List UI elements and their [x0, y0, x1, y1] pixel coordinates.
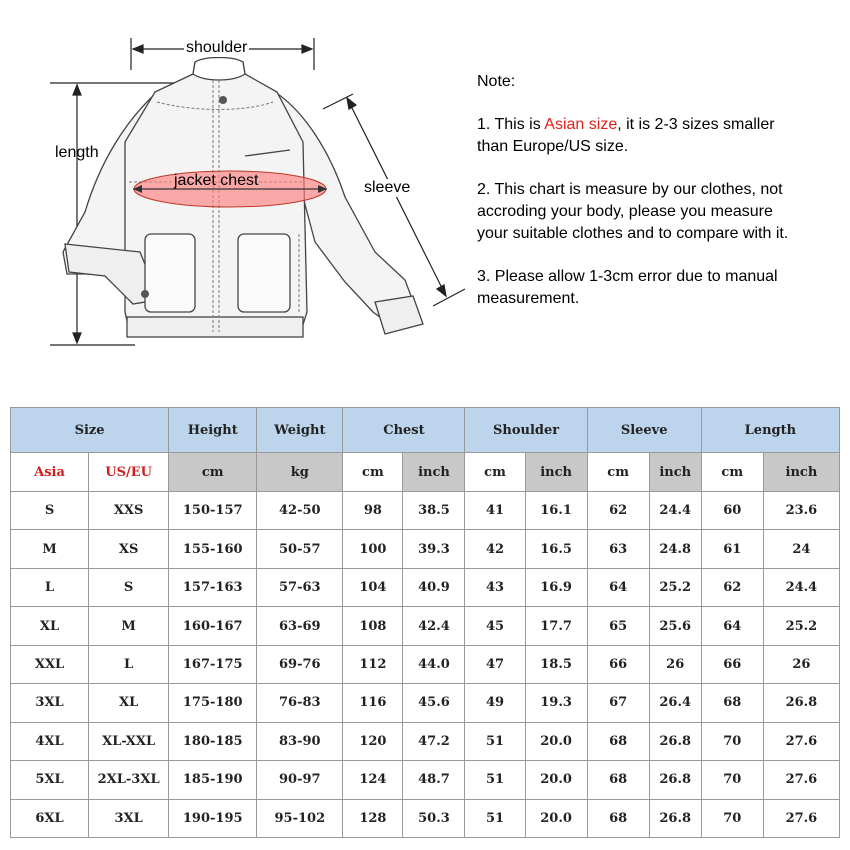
table-cell: 26.4 — [649, 684, 701, 722]
table-cell: 24 — [763, 530, 839, 568]
table-cell: 42-50 — [257, 492, 343, 530]
table-cell: 26.8 — [649, 761, 701, 799]
table-cell: 24.8 — [649, 530, 701, 568]
table-cell: 60 — [701, 492, 763, 530]
table-cell: 62 — [587, 492, 649, 530]
table-cell: 57-63 — [257, 568, 343, 606]
table-cell: XS — [89, 530, 169, 568]
table-row — [11, 684, 840, 722]
table-header-row — [11, 408, 840, 453]
sleeve-arrow-top — [347, 98, 356, 109]
table-cell: XXS — [89, 492, 169, 530]
header-useu: US/EU — [89, 453, 169, 492]
table-cell: 45 — [465, 607, 525, 645]
table-cell: 50.3 — [403, 799, 465, 838]
table-cell: 48.7 — [403, 761, 465, 799]
table-row — [11, 530, 840, 568]
chest-label: jacket chest — [174, 172, 259, 189]
size-notes — [477, 71, 797, 331]
table-cell: 39.3 — [403, 530, 465, 568]
table-cell: 83-90 — [257, 722, 343, 760]
table-cell: 20.0 — [525, 799, 587, 838]
right-cuff — [375, 296, 423, 334]
table-cell: 26 — [649, 645, 701, 683]
table-row — [11, 799, 840, 838]
header-size: Size — [11, 408, 169, 453]
table-cell: 27.6 — [763, 799, 839, 838]
length-label: length — [55, 144, 99, 161]
table-cell: 19.3 — [525, 684, 587, 722]
unit-shoulder-cm: cm — [465, 453, 525, 492]
table-cell: L — [11, 568, 89, 606]
right-pocket — [238, 234, 290, 312]
table-cell: 49 — [465, 684, 525, 722]
table-cell: 69-76 — [257, 645, 343, 683]
table-cell: 167-175 — [169, 645, 257, 683]
table-cell: 124 — [343, 761, 403, 799]
table-cell: 26.8 — [649, 799, 701, 838]
table-cell: 100 — [343, 530, 403, 568]
table-cell: 68 — [701, 684, 763, 722]
size-chart-table — [10, 407, 840, 838]
table-cell: 76-83 — [257, 684, 343, 722]
unit-sleeve-inch: inch — [649, 453, 701, 492]
table-cell: 47.2 — [403, 722, 465, 760]
table-cell: 185-190 — [169, 761, 257, 799]
table-cell: L — [89, 645, 169, 683]
notes-title: Note: — [477, 73, 516, 90]
table-cell: 61 — [701, 530, 763, 568]
table-cell: 120 — [343, 722, 403, 760]
table-cell: 40.9 — [403, 568, 465, 606]
table-cell: XL — [89, 684, 169, 722]
table-cell: 24.4 — [649, 492, 701, 530]
unit-weight: kg — [257, 453, 343, 492]
table-cell: 90-97 — [257, 761, 343, 799]
unit-length-cm: cm — [701, 453, 763, 492]
table-row — [11, 761, 840, 799]
table-cell: 27.6 — [763, 722, 839, 760]
table-row — [11, 645, 840, 683]
unit-length-inch: inch — [763, 453, 839, 492]
table-cell: 67 — [587, 684, 649, 722]
cuff-button — [141, 290, 149, 298]
collar — [193, 58, 245, 81]
table-cell: 45.6 — [403, 684, 465, 722]
shoulder-arrow-left — [133, 45, 143, 53]
table-cell: 190-195 — [169, 799, 257, 838]
table-cell: XXL — [11, 645, 89, 683]
asian-size-highlight: Asian size — [544, 116, 618, 133]
table-cell: XL-XXL — [89, 722, 169, 760]
note-item-2: 2. This chart is measure by our clothes, not accroding your body, please you measure your suitable clothes and to compare with it. — [477, 181, 789, 242]
table-cell: XL — [11, 607, 89, 645]
table-cell: 104 — [343, 568, 403, 606]
table-cell: 68 — [587, 799, 649, 838]
jacket-diagram — [45, 12, 475, 400]
table-cell: 27.6 — [763, 761, 839, 799]
table-row — [11, 492, 840, 530]
table-cell: 44.0 — [403, 645, 465, 683]
table-cell: 175-180 — [169, 684, 257, 722]
table-cell: 17.7 — [525, 607, 587, 645]
table-cell: 51 — [465, 799, 525, 838]
table-cell: 16.9 — [525, 568, 587, 606]
table-cell: 23.6 — [763, 492, 839, 530]
table-cell: 128 — [343, 799, 403, 838]
table-cell: 25.2 — [649, 568, 701, 606]
table-cell: 4XL — [11, 722, 89, 760]
shoulder-arrow-right — [302, 45, 312, 53]
table-cell: 20.0 — [525, 722, 587, 760]
table-cell: 26 — [763, 645, 839, 683]
table-cell: 26.8 — [649, 722, 701, 760]
table-cell: M — [89, 607, 169, 645]
table-cell: 18.5 — [525, 645, 587, 683]
table-cell: 2XL-3XL — [89, 761, 169, 799]
sleeve-arrow-bottom — [437, 285, 446, 296]
table-cell: 150-157 — [169, 492, 257, 530]
table-cell: 3XL — [89, 799, 169, 838]
table-cell: S — [11, 492, 89, 530]
table-cell: 70 — [701, 722, 763, 760]
table-cell: 64 — [587, 568, 649, 606]
header-sleeve: Sleeve — [587, 408, 701, 453]
header-weight: Weight — [257, 408, 343, 453]
length-arrow-top — [73, 85, 81, 95]
table-cell: 160-167 — [169, 607, 257, 645]
header-chest: Chest — [343, 408, 465, 453]
table-cell: 155-160 — [169, 530, 257, 568]
note-item-3: 3. Please allow 1-3cm error due to manual measurement. — [477, 268, 778, 307]
table-cell: 25.2 — [763, 607, 839, 645]
table-cell: M — [11, 530, 89, 568]
table-cell: 51 — [465, 761, 525, 799]
table-cell: 20.0 — [525, 761, 587, 799]
table-cell: 70 — [701, 761, 763, 799]
table-cell: 63 — [587, 530, 649, 568]
table-cell: 62 — [701, 568, 763, 606]
table-cell: 68 — [587, 722, 649, 760]
unit-chest-inch: inch — [403, 453, 465, 492]
unit-chest-cm: cm — [343, 453, 403, 492]
note-item-1: 1. This is Asian size, it is 2-3 sizes smaller than Europe/US size. — [477, 116, 775, 155]
hem — [127, 317, 303, 337]
table-cell: 51 — [465, 722, 525, 760]
table-cell: 42 — [465, 530, 525, 568]
table-cell: 25.6 — [649, 607, 701, 645]
table-cell: 98 — [343, 492, 403, 530]
unit-shoulder-inch: inch — [525, 453, 587, 492]
sleeve-label: sleeve — [364, 179, 411, 196]
table-cell: 64 — [701, 607, 763, 645]
table-cell: 42.4 — [403, 607, 465, 645]
table-cell: 47 — [465, 645, 525, 683]
table-cell: 50-57 — [257, 530, 343, 568]
table-cell: 95-102 — [257, 799, 343, 838]
table-cell: 41 — [465, 492, 525, 530]
table-cell: 26.8 — [763, 684, 839, 722]
table-cell: 38.5 — [403, 492, 465, 530]
table-cell: 66 — [701, 645, 763, 683]
table-cell: 157-163 — [169, 568, 257, 606]
header-height: Height — [169, 408, 257, 453]
sleeve-tick-bottom — [433, 289, 465, 306]
table-cell: 3XL — [11, 684, 89, 722]
table-cell: 70 — [701, 799, 763, 838]
table-cell: 65 — [587, 607, 649, 645]
table-row — [11, 607, 840, 645]
table-cell: 5XL — [11, 761, 89, 799]
table-cell: S — [89, 568, 169, 606]
header-shoulder: Shoulder — [465, 408, 587, 453]
unit-sleeve-cm: cm — [587, 453, 649, 492]
table-cell: 108 — [343, 607, 403, 645]
shoulder-label: shoulder — [186, 39, 248, 56]
header-asia: Asia — [11, 453, 89, 492]
table-cell: 116 — [343, 684, 403, 722]
collar-button — [219, 96, 227, 104]
table-row — [11, 722, 840, 760]
length-arrow-bottom — [73, 333, 81, 343]
table-cell: 6XL — [11, 799, 89, 838]
table-cell: 16.1 — [525, 492, 587, 530]
table-cell: 180-185 — [169, 722, 257, 760]
unit-height: cm — [169, 453, 257, 492]
table-cell: 24.4 — [763, 568, 839, 606]
header-length: Length — [701, 408, 839, 453]
table-cell: 66 — [587, 645, 649, 683]
table-cell: 16.5 — [525, 530, 587, 568]
table-unit-row — [11, 453, 840, 492]
table-row — [11, 568, 840, 606]
left-pocket — [145, 234, 195, 312]
table-cell: 63-69 — [257, 607, 343, 645]
table-cell: 68 — [587, 761, 649, 799]
table-cell: 112 — [343, 645, 403, 683]
table-cell: 43 — [465, 568, 525, 606]
